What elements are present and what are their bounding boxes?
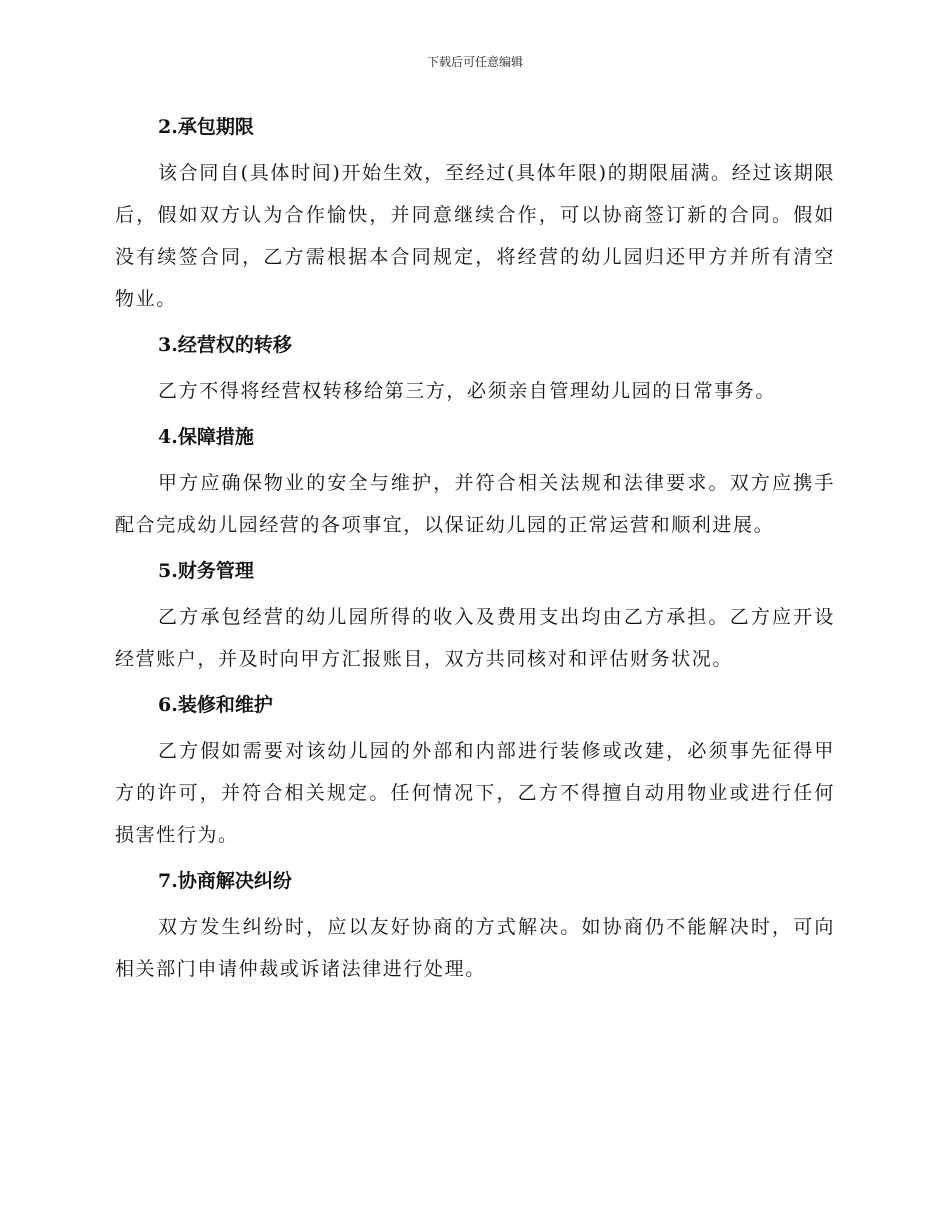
section-heading: 5.财务管理: [158, 560, 254, 582]
page-header: 下载后可任意编辑: [426, 55, 523, 69]
section-heading: 3.经营权的转移: [158, 334, 292, 356]
section-paragraph: 乙方不得将经营权转移给第三方，必须亲自管理幼儿园的日常事务。: [158, 380, 777, 402]
section-paragraph: 该合同自(具体时间)开始生效，至经过(具体年限)的期限届满。经过该期限后，假如双方认为合作愉快，并同意继续合作，可以协商签订新的合同。假如没有续签合同，乙方需根据本合同规定，将经营的幼儿园归还甲方并所有清空物业。: [115, 162, 835, 310]
section-paragraph: 甲方应确保物业的安全与维护，并符合相关法规和法律要求。双方应携手配合完成幼儿园经营的各项事宜，以保证幼儿园的正常运营和顺利进展。: [115, 472, 835, 536]
section-paragraph: 乙方假如需要对该幼儿园的外部和内部进行装修或改建，必须事先征得甲方的许可，并符合相关规定。任何情况下，乙方不得擅自动用物业或进行任何损害性行为。: [115, 740, 835, 846]
section-disputes: [115, 864, 835, 990]
section-term: [115, 110, 835, 320]
section-heading: 7.协商解决纠纷: [158, 870, 292, 892]
section-heading: 4.保障措施: [158, 426, 254, 448]
section-renovation: [115, 688, 835, 856]
section-heading: 2.承包期限: [158, 116, 254, 138]
section-paragraph: 乙方承包经营的幼儿园所得的收入及费用支出均由乙方承担。乙方应开设经营账户，并及时向甲方汇报账目，双方共同核对和评估财务状况。: [115, 606, 835, 670]
document-body: [115, 110, 835, 998]
section-transfer: [115, 328, 835, 412]
section-paragraph: 双方发生纠纷时，应以友好协商的方式解决。如协商仍不能解决时，可向相关部门申请仲裁或诉诸法律进行处理。: [115, 916, 835, 980]
section-safeguards: [115, 420, 835, 546]
section-heading: 6.装修和维护: [158, 694, 273, 716]
section-finance: [115, 554, 835, 680]
